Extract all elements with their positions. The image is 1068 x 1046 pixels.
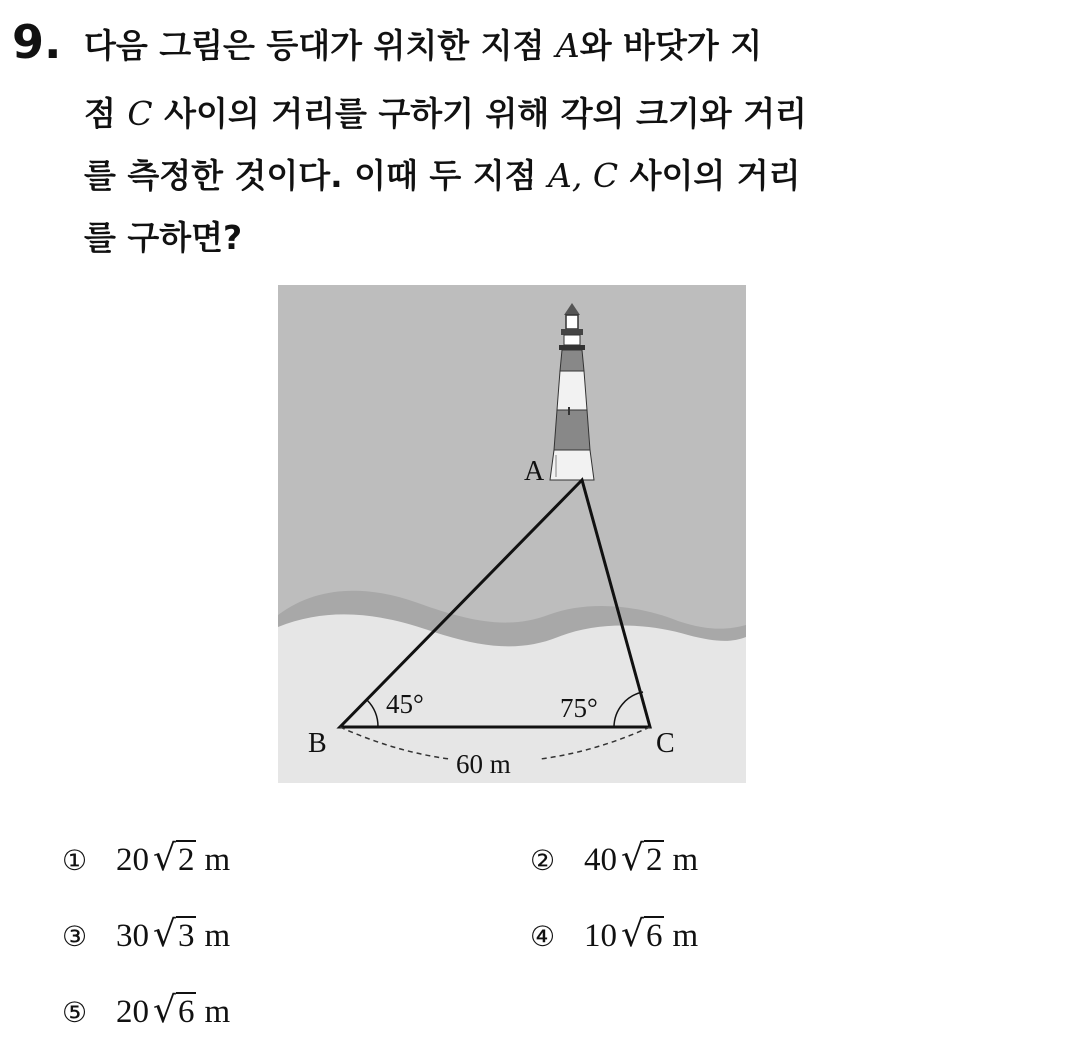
question-text: 다음 그림은 등대가 위치한 지점 [84, 26, 556, 65]
choice-5[interactable] [62, 990, 230, 1031]
choice-number: ② [530, 844, 556, 877]
choice-3[interactable] [62, 914, 230, 955]
sqrt-symbol: √2 [621, 838, 663, 879]
choice-coefficient: 30 [116, 918, 149, 954]
choice-coefficient: 20 [116, 842, 149, 878]
lighthouse-figure [278, 285, 746, 783]
question-text: 점 [84, 94, 128, 133]
choice-number: ① [62, 844, 88, 877]
choice-4[interactable] [530, 914, 698, 955]
question-line-4 [84, 212, 242, 259]
angle-c-label: 75° [560, 693, 598, 723]
question-line-1 [84, 20, 762, 67]
distance-label: 60 m [456, 749, 511, 779]
sqrt-symbol: √3 [153, 914, 195, 955]
choice-coefficient: 40 [584, 842, 617, 878]
angle-b-label: 45° [386, 689, 424, 719]
sqrt-symbol: √6 [153, 990, 195, 1031]
question-text: 를 측정한 것이다. 이때 두 지점 [84, 156, 549, 195]
point-c-symbol: C [127, 94, 153, 133]
choice-unit: m [672, 842, 699, 878]
question-text: 사이의 거리를 구하기 위해 각의 크기와 거리 [152, 94, 807, 133]
question-text: 를 구하면? [84, 218, 243, 257]
choice-number: ⑤ [62, 996, 88, 1029]
choice-unit: m [672, 918, 699, 954]
choice-1[interactable] [62, 838, 230, 879]
question-line-2 [84, 88, 807, 135]
choice-number: ④ [530, 920, 556, 953]
question-text: 사이의 거리 [618, 156, 801, 195]
label-b: B [308, 728, 327, 759]
choice-unit: m [204, 918, 231, 954]
sqrt-symbol: √2 [153, 838, 195, 879]
choice-number: ③ [62, 920, 88, 953]
sqrt-symbol: √6 [621, 914, 663, 955]
question-line-3 [84, 150, 800, 197]
label-c: C [656, 728, 675, 759]
choice-2[interactable] [530, 838, 698, 879]
choice-coefficient: 10 [584, 918, 617, 954]
choice-unit: m [204, 842, 231, 878]
choice-unit: m [204, 994, 231, 1030]
choice-coefficient: 20 [116, 994, 149, 1030]
question-number: 9. [12, 15, 62, 69]
point-a-symbol: A [555, 26, 580, 65]
label-a: A [524, 456, 545, 487]
points-ac-symbol: A, C [548, 156, 619, 195]
question-text: 와 바닷가 지 [579, 26, 763, 65]
